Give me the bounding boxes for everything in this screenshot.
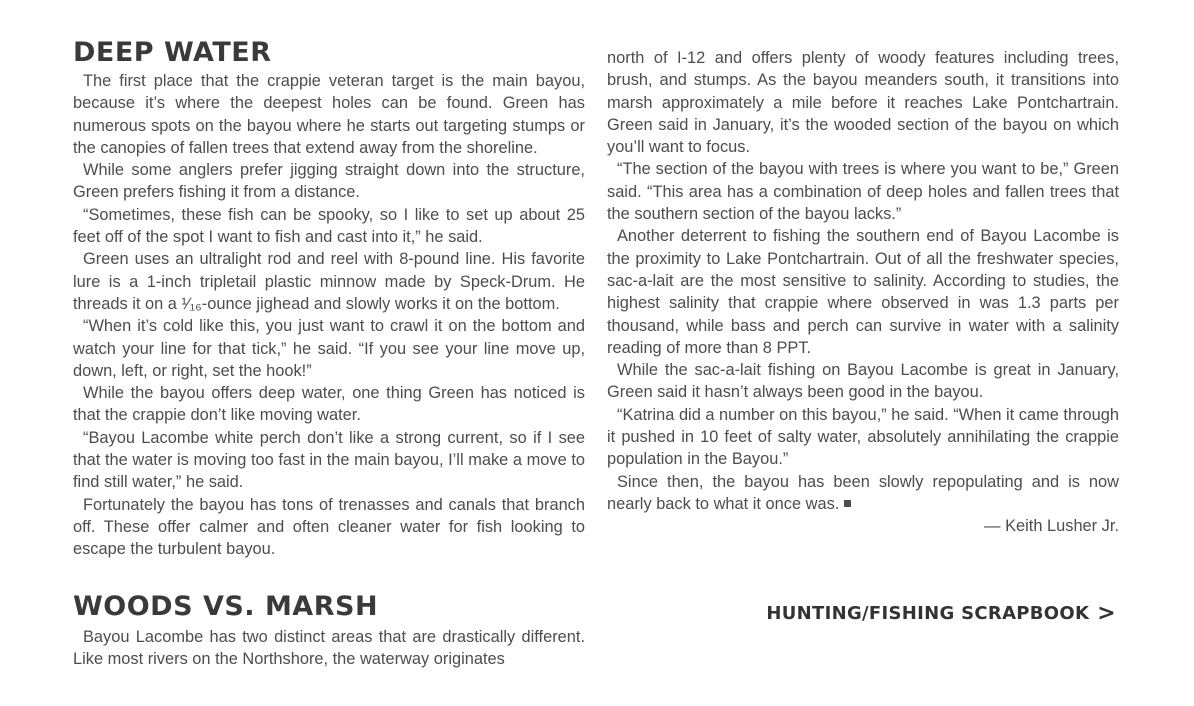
paragraph: “Bayou Lacombe white perch don’t like a strong current, so if I see that the water is moving too fast in the main bayou, I’ll make a move to find still water,” he said. bbox=[73, 428, 585, 492]
paragraph: Green uses an ultralight rod and reel with 8-pound line. His favorite lure is a 1-inch tripletail plastic minnow made by Speck-Drum. He threads it on a ¹⁄₁₆-ounce jighead and slowly works it on the bottom. bbox=[73, 250, 585, 313]
paragraph-final bbox=[607, 471, 1119, 516]
paragraph: north of I-12 and offers plenty of woody features including trees, brush, and stumps. As the bayou meanders south, it transitions into marsh approximately a mile before it reaches Lake Pontchartrain. Green said in January, it’s the wooded section of the bayou on which you’ll want to focus. bbox=[607, 49, 1119, 157]
paragraph: “Sometimes, these fish can be spooky, so I like to set up about 25 feet off of the spot I want to fish and cast into it,” he said. bbox=[73, 205, 585, 247]
paragraph: Fortunately the bayou has tons of trenasses and canals that branch off. These offer calmer and often cleaner water for fish looking to escape the turbulent bayou. bbox=[73, 495, 585, 559]
paragraph: “When it’s cold like this, you just want to crawl it on the bottom and watch your line for that tick,” he said. “If you see your line move up, down, left, or right, set the hook!” bbox=[73, 317, 585, 380]
final-paragraph-text: Since then, the bayou has been slowly repopulating and is now nearly back to what it once was. bbox=[607, 472, 1119, 513]
paragraph: “Katrina did a number on this bayou,” he said. “When it came through it pushed in 10 feet of salty water, absolutely annihilating the crappie population in the Bayou.” bbox=[607, 405, 1120, 469]
paragraph: The first place that the crappie veteran target is the main bayou, because it’s where the deepest holes can be found. Green has numerous spots on the bayou where he starts out targeting stumps or the canopies of fallen trees that extend away from the shoreline. bbox=[73, 72, 585, 157]
deep-water-body bbox=[73, 70, 585, 561]
author-byline: — Keith Lusher Jr. bbox=[984, 517, 1119, 536]
paragraph: Bayou Lacombe has two distinct areas that are drastically different. Like most rivers on the Northshore, the waterway originates bbox=[73, 628, 585, 669]
paragraph: While some anglers prefer jigging straight down into the structure, Green prefers fishing it from a distance. bbox=[73, 161, 585, 202]
section-footer[interactable] bbox=[766, 600, 1116, 626]
section-heading-woods-vs-marsh: WOODS VS. MARSH bbox=[73, 591, 379, 622]
right-column-body bbox=[607, 47, 1119, 538]
section-heading-deep-water: DEEP WATER bbox=[73, 37, 272, 68]
paragraph: Another deterrent to fishing the southern end of Bayou Lacombe is the proximity to Lake Pontchartrain. Out of all the freshwater species, sac-a-lait are the most sensitive to salinity. According to studies, the highest salinity that crappie where observed in was 1.3 parts per thousand, while bass and perch can survive in water with a salinity reading of more than 8 PPT. bbox=[607, 227, 1119, 357]
paragraph: “The section of the bayou with trees is where you want to be,” Green said. “This area has a combination of deep holes and fallen trees that the southern section of the bayou lacks.” bbox=[607, 160, 1119, 224]
chevron-right-icon[interactable]: > bbox=[1097, 600, 1116, 626]
paragraph: While the bayou offers deep water, one thing Green has noticed is that the crappie don’t like moving water. bbox=[73, 384, 585, 425]
paragraph: While the sac-a-lait fishing on Bayou Lacombe is great in January, Green said it hasn’t always been good in the bayou. bbox=[607, 361, 1119, 402]
end-of-story-mark-icon bbox=[844, 500, 851, 507]
section-label: HUNTING/FISHING SCRAPBOOK bbox=[766, 603, 1090, 624]
woods-vs-marsh-body bbox=[73, 626, 585, 671]
